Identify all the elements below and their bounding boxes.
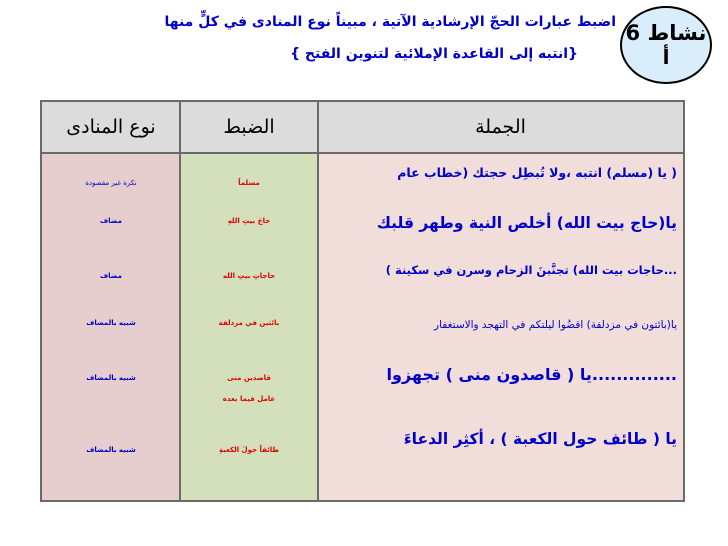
row-2-sentence: يا(حاج بيت الله) أخلص النية وطهر قلبك	[376, 214, 677, 232]
row-1-diacritics: مسلماً	[238, 179, 260, 187]
instruction-line-1: اضبط عبارات الحجّ الإرشادية الآتية ، مبيناً نوع المنادى في كلٍّ منها	[164, 14, 616, 30]
activity-subtitle: أ	[662, 44, 670, 69]
activity-title: نشاط 6	[625, 21, 707, 46]
row-3-vocative-type: مضاف	[100, 272, 122, 280]
row-3-sentence: ...حاجات بيت الله) تجنَّبنَ الزحام وسرن في سكينة )	[385, 263, 677, 277]
row-6-sentence: يا ( طائف حول الكعبة ) ، أكثِر الدعاءَ	[403, 430, 677, 448]
row-2-diacritics: حاجَ بيتِ اللهِ	[227, 217, 271, 225]
activity-badge	[620, 6, 712, 84]
header-diacritics: الضبط	[223, 116, 275, 138]
header-sentence: الجملة	[475, 116, 526, 138]
row-1-sentence: ( يا (مسلم) انتبه ،ولا تُبطِل حجتك (خطاب عام	[397, 165, 677, 180]
row-3-diacritics: حاجاتِ بيتِ الله	[222, 272, 276, 280]
row-6-vocative-type: شبيه بالمضاف	[86, 446, 136, 454]
header-vocative-type: نوع المنادى	[66, 116, 156, 138]
column-divider	[317, 102, 319, 500]
row-4-vocative-type: شبيه بالمضاف	[86, 319, 136, 327]
column-diacritics	[180, 102, 318, 500]
row-2-vocative-type: مضاف	[100, 217, 122, 225]
row-1-vocative-type: نكرة غير مقصودة	[85, 179, 137, 187]
row-5-diacritics: قاصدين منى	[227, 374, 271, 382]
vocative-table	[40, 100, 685, 502]
column-divider	[179, 102, 181, 500]
row-4-diacritics: بائتين في مزدلفة	[218, 319, 280, 327]
row-5-sentence: ..............يا ( قاصدون منى ) تجهزوا	[386, 365, 677, 384]
row-5-diacritics-note: عامل فيما بعده	[222, 395, 276, 403]
row-5-vocative-type: شبيه بالمضاف	[86, 374, 136, 382]
row-6-diacritics: طائفاً حولَ الكعبةِ	[218, 446, 280, 454]
column-vocative-type	[42, 102, 180, 500]
row-4-sentence: يا(بائتون في مزدلفة) اقضُوا ليلتكم في التهجد والاستغفار	[434, 319, 677, 331]
instruction-line-2: {انتبه إلى القاعدة الإملائية لتنوين الفتح }	[290, 46, 578, 62]
